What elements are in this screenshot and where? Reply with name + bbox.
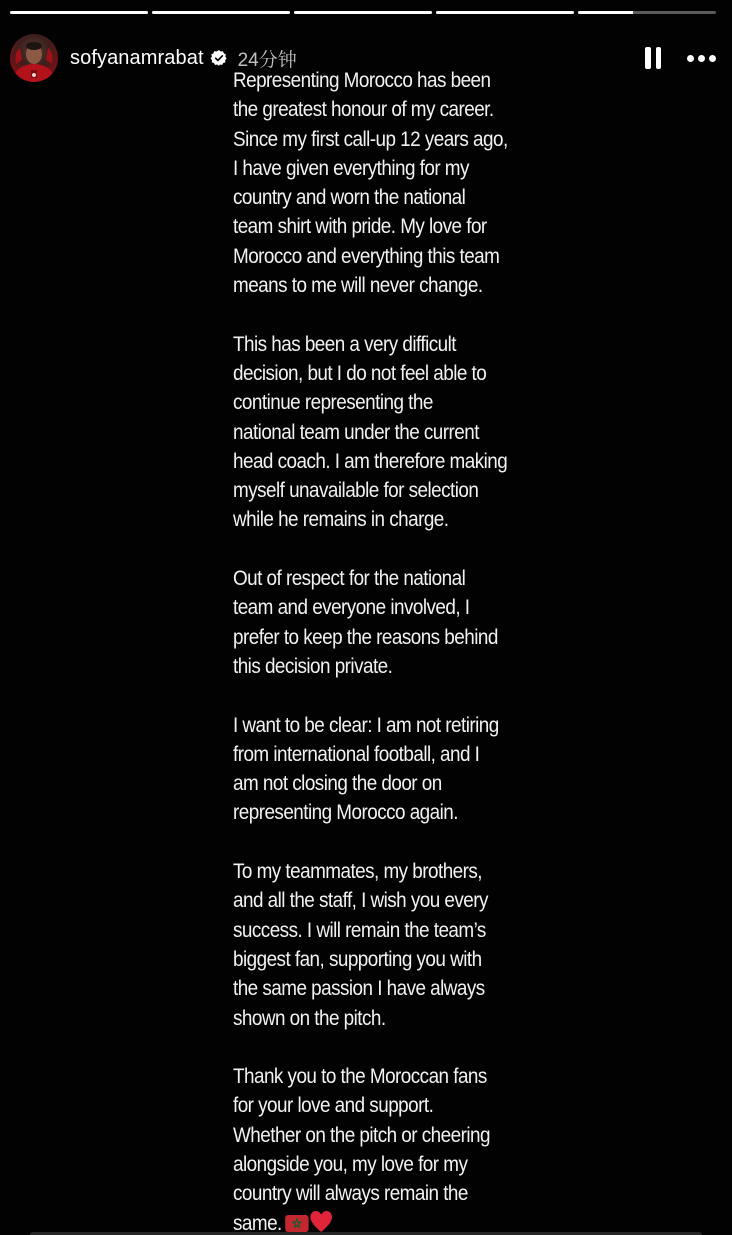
statement-paragraph: To my teammates, my brothers, and all the staff, I wish you every success. I will remain the team’s biggest fan, supporting you with the same passion I have always shown on the pitch. bbox=[233, 860, 488, 1030]
story-progress-bar bbox=[10, 11, 716, 14]
username[interactable]: sofyanamrabat bbox=[70, 46, 204, 69]
header-actions bbox=[645, 47, 716, 69]
more-dot bbox=[687, 55, 694, 62]
more-dot bbox=[709, 55, 716, 62]
progress-segment bbox=[10, 11, 148, 14]
statement-paragraph: This has been a very difficult decision, but I do not feel able to continue representing the national team under the current head coach. I am therefore making myself unavailable for selection while he remains in charge. bbox=[233, 332, 508, 532]
progress-fill bbox=[436, 11, 574, 14]
statement-paragraph: I want to be clear: I am not retiring from international football, and I am not closing the door on representing Morocco again. bbox=[233, 713, 499, 825]
progress-fill bbox=[152, 11, 290, 14]
verified-badge-icon bbox=[210, 49, 228, 67]
progress-segment bbox=[436, 11, 574, 14]
more-dot bbox=[698, 55, 705, 62]
pause-bar bbox=[656, 47, 662, 69]
pause-icon[interactable] bbox=[645, 47, 661, 69]
statement-paragraph: Representing Morocco has been the greatest honour of my career. Since my first call-up 12 years ago, I have given everything for my country and worn the national team shirt with pride. My love for Morocco and everything this team means to me will never change. bbox=[233, 69, 508, 298]
post-timestamp: 24分钟 bbox=[237, 49, 297, 71]
avatar[interactable] bbox=[10, 34, 58, 82]
progress-fill bbox=[10, 11, 148, 14]
progress-segment bbox=[152, 11, 290, 14]
statement-text bbox=[233, 66, 532, 1235]
progress-fill bbox=[578, 11, 633, 14]
morocco-flag-icon bbox=[285, 1215, 308, 1232]
progress-segment bbox=[578, 11, 716, 14]
more-options-icon[interactable] bbox=[687, 55, 716, 62]
pause-bar bbox=[645, 47, 651, 69]
progress-fill bbox=[294, 11, 432, 14]
statement-closing bbox=[233, 1062, 532, 1235]
progress-segment bbox=[294, 11, 432, 14]
avatar-image bbox=[10, 34, 58, 82]
statement-paragraph: Out of respect for the national team and everyone involved, I prefer to keep the reasons behind this decision private. bbox=[233, 567, 498, 678]
statement-paragraph: Thank you to the Moroccan fans for your love and support. Whether on the pitch or cheering alongside you, my love for my country will always remain the same. bbox=[233, 1065, 490, 1235]
